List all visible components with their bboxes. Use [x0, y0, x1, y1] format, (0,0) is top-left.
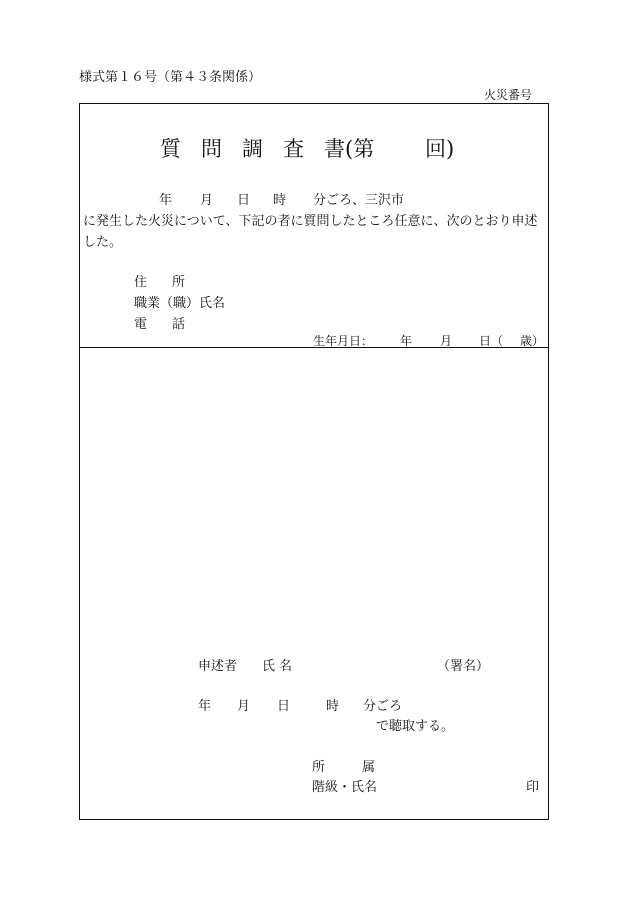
address-label-c1: 住: [134, 275, 148, 290]
phone-label-c2: 話: [172, 317, 186, 332]
intro-line-2: に発生した火災について、下記の者に質問したところ任意に、次のとおり申述: [83, 214, 538, 229]
intro-day: 日: [237, 193, 251, 208]
intro-month: 月: [200, 193, 214, 208]
title-char-1: 質: [160, 137, 181, 161]
statement-area: [80, 349, 548, 649]
intro-line-3: した。: [83, 235, 123, 250]
birth-day: 日（: [479, 334, 504, 348]
footer-day: 日: [277, 699, 291, 714]
seal-label: 印: [526, 780, 540, 795]
footer-hour: 時: [326, 699, 340, 714]
declarant-name-c1: 氏: [262, 659, 276, 674]
footer-month: 月: [237, 699, 251, 714]
title-char-3: 調: [242, 137, 263, 161]
intro-year: 年: [159, 193, 173, 208]
birth-age: 歳）: [520, 334, 545, 348]
intro-minute-city: 分ごろ、三沢市: [313, 193, 405, 208]
title-char-4: 査: [283, 137, 304, 161]
birth-date-label: 生年月日：: [313, 334, 374, 348]
title-kai: 回): [425, 137, 455, 161]
rank-name-label: 階級・氏名: [312, 780, 378, 795]
title-paren-open: (第: [345, 137, 375, 161]
phone-label-c1: 電: [134, 317, 148, 332]
affiliation-c1: 所: [312, 760, 326, 775]
fire-number-label: 火災番号: [484, 88, 533, 102]
footer-year: 年: [198, 699, 212, 714]
affiliation-c2: 属: [362, 760, 376, 775]
declarant-name-c2: 名: [279, 659, 293, 674]
title-char-2: 問: [201, 137, 222, 161]
birth-month: 月: [440, 334, 453, 348]
address-label-c2: 所: [172, 275, 186, 290]
declarant-label: 申述者: [198, 659, 238, 674]
footer-minute: 分ごろ: [363, 699, 403, 714]
title-char-5: 書: [324, 137, 345, 161]
birth-year: 年: [400, 334, 413, 348]
occupation-name-label: 職業（職）氏名: [134, 296, 226, 311]
heard-label: で聴取する。: [376, 719, 455, 734]
signature-label: （署名）: [437, 659, 490, 674]
form-number: 様式第１６号（第４３条関係）: [79, 70, 262, 85]
intro-hour: 時: [273, 193, 287, 208]
